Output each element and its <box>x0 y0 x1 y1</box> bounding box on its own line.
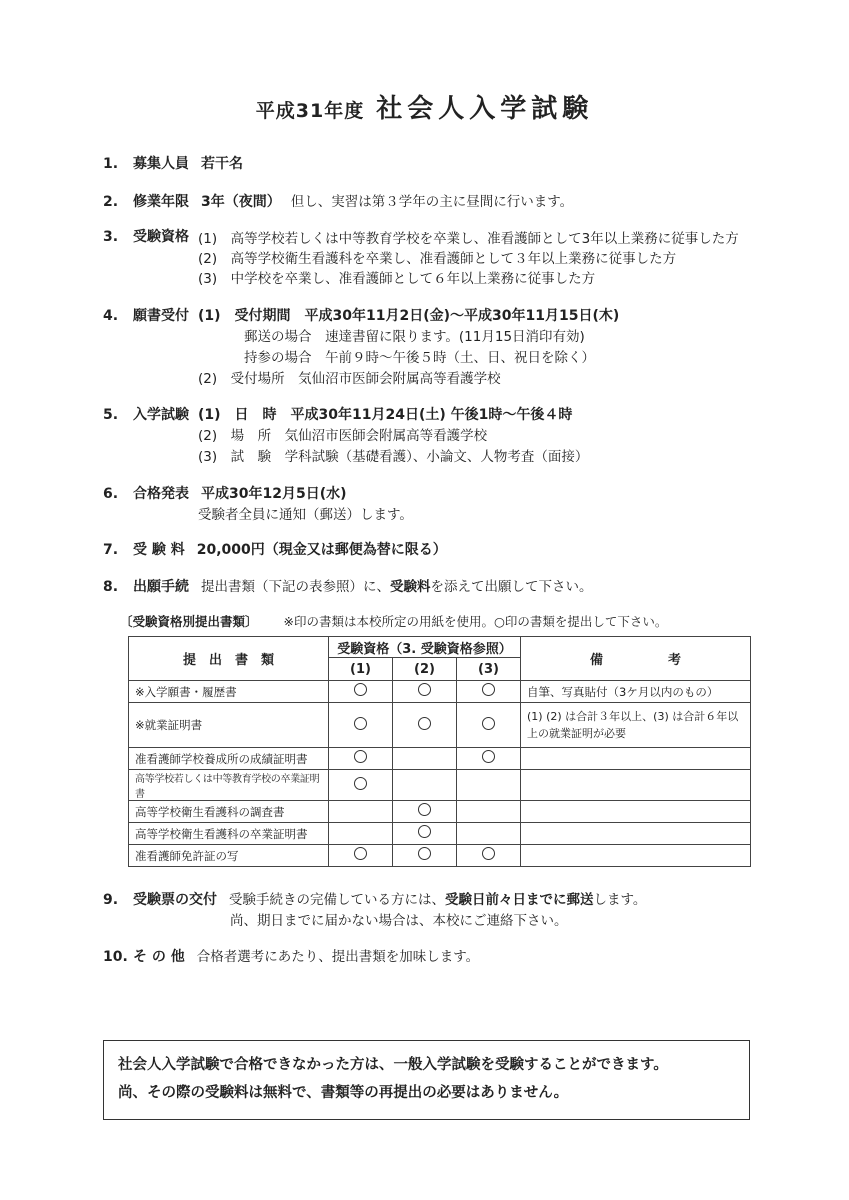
announcement-method: 受験者全員に通知（郵送）します。 <box>198 507 413 523</box>
header-q3: (3) <box>457 658 521 681</box>
doc-name: 准看護師免許証の写 <box>129 845 329 867</box>
circle-mark <box>482 750 495 763</box>
section-number: 10. <box>103 949 128 965</box>
q2-mark <box>393 703 457 748</box>
doc-name: 高等学校衛生看護科の卒業証明書 <box>129 823 329 845</box>
q2-mark <box>393 801 457 823</box>
section-4 <box>103 305 201 325</box>
title-main: 社会人入学試験 <box>376 94 594 124</box>
section-9 <box>103 888 646 909</box>
section-heading: 合格発表 <box>133 486 189 502</box>
qualification-1: (1) 高等学校若しくは中等教育学校を卒業し、准看護師として3年以上業務に従事した方 <box>198 231 739 247</box>
procedure-text-end: を添えて出願して下さい。 <box>430 579 593 595</box>
section-note: 但し、実習は第３学年の主に昼間に行います。 <box>290 194 574 210</box>
circle-mark <box>354 717 367 730</box>
circle-mark <box>418 683 431 696</box>
q1-mark <box>329 748 393 770</box>
circle-mark <box>418 825 431 838</box>
notice-box <box>103 1040 750 1120</box>
section-7 <box>103 539 447 559</box>
title-year: 平成31年度 <box>255 100 365 122</box>
exam-fee: 20,000円（現金又は郵便為替に限る） <box>196 542 447 558</box>
mail-application: 郵送の場合 速達書留に限ります。(11月15日消印有効) <box>244 329 585 345</box>
section-value: 若干名 <box>201 156 243 172</box>
table-row <box>129 801 751 823</box>
procedure-bold: 受験料 <box>390 579 431 595</box>
table-caption <box>120 612 667 630</box>
doc-name: 准看護師学校養成所の成績証明書 <box>129 748 329 770</box>
q1-mark <box>329 845 393 867</box>
section-number: 8. <box>103 579 119 595</box>
section-number: 1. <box>103 156 119 172</box>
section-8 <box>103 575 593 596</box>
section-number: 7. <box>103 542 119 558</box>
qualification-2: (2) 高等学校衛生看護科を卒業し、准看護師として３年以上業務に従事した方 <box>198 251 677 267</box>
table-row <box>129 770 751 801</box>
header-qualification: 受験資格（3. 受験資格参照） <box>329 637 521 658</box>
table-caption-label: 〔受験資格別提出書類〕 <box>120 614 258 629</box>
doc-name: ※就業証明書 <box>129 703 329 748</box>
section-heading: そ の 他 <box>133 949 185 965</box>
q3-mark <box>457 681 521 703</box>
q3-mark <box>457 823 521 845</box>
section-heading: 願書受付 <box>133 308 189 324</box>
header-q1: (1) <box>329 658 393 681</box>
section-heading: 受験資格 <box>133 229 189 245</box>
doc-name: 高等学校若しくは中等教育学校の卒業証明書 <box>129 770 329 801</box>
header-documents: 提 出 書 類 <box>129 637 329 681</box>
doc-name: ※入学願書・履歴書 <box>129 681 329 703</box>
q1-mark <box>329 770 393 801</box>
announcement-date: 平成30年12月5日(水) <box>201 486 347 502</box>
exam-subjects: (3) 試 験 学科試験（基礎看護）、小論文、人物考査（面接） <box>198 449 589 465</box>
qualification-3: (3) 中学校を卒業し、准看護師として６年以上業務に従事した方 <box>198 271 596 287</box>
notice-line-2: 尚、その際の受験料は無料で、書類等の再提出の必要はありません。 <box>118 1085 569 1101</box>
exam-datetime: (1) 日 時 平成30年11月24日(土) 午後1時～午後４時 <box>198 407 573 423</box>
q2-mark <box>393 748 457 770</box>
circle-mark <box>482 847 495 860</box>
application-location: (2) 受付場所 気仙沼市医師会附属高等看護学校 <box>198 371 501 387</box>
section-value: 3年（夜間） <box>201 194 281 210</box>
section-number: 3. <box>103 229 119 245</box>
q2-mark <box>393 770 457 801</box>
table-row <box>129 845 751 867</box>
doc-remarks: (1) (2) は合計３年以上、(3) は合計６年以上の就業証明が必要 <box>521 703 751 748</box>
doc-remarks <box>521 845 751 867</box>
circle-mark <box>418 847 431 860</box>
ticket-text: 受験手続きの完備している方には、 <box>229 892 445 908</box>
in-person-application: 持参の場合 午前９時～午後５時（土、日、祝日を除く） <box>244 350 595 366</box>
q2-mark <box>393 681 457 703</box>
table-caption-note: ※印の書類は本校所定の用紙を使用。○印の書類を提出して下さい。 <box>283 614 668 629</box>
doc-remarks <box>521 823 751 845</box>
q1-mark <box>329 703 393 748</box>
section-number: 2. <box>103 194 119 210</box>
section-heading: 募集人員 <box>133 156 189 172</box>
documents-table <box>128 636 751 867</box>
section-3 <box>103 226 201 246</box>
circle-mark <box>418 717 431 730</box>
q1-mark <box>329 801 393 823</box>
section-1 <box>103 153 243 173</box>
doc-remarks <box>521 770 751 801</box>
q3-mark <box>457 845 521 867</box>
section-heading: 入学試験 <box>133 407 189 423</box>
doc-remarks: 自筆、写真貼付（3ケ月以内のもの） <box>521 681 751 703</box>
circle-mark <box>482 683 495 696</box>
page-title <box>0 88 849 125</box>
ticket-contact: 尚、期日までに届かない場合は、本校にご連絡下さい。 <box>230 913 568 929</box>
q3-mark <box>457 801 521 823</box>
doc-remarks <box>521 748 751 770</box>
table-row <box>129 748 751 770</box>
notice-line-1: 社会人入学試験で合格できなかった方は、一般入学試験を受験することができます。 <box>118 1057 668 1073</box>
section-2 <box>103 190 573 211</box>
circle-mark <box>354 683 367 696</box>
header-remarks: 備 考 <box>521 637 751 681</box>
section-number: 9. <box>103 892 119 908</box>
q1-mark <box>329 823 393 845</box>
procedure-text: 提出書類（下記の表参照）に、 <box>201 579 390 595</box>
section-heading: 出願手続 <box>133 579 189 595</box>
circle-mark <box>418 803 431 816</box>
doc-remarks <box>521 801 751 823</box>
q3-mark <box>457 770 521 801</box>
table-row <box>129 823 751 845</box>
header-q2: (2) <box>393 658 457 681</box>
q1-mark <box>329 681 393 703</box>
section-heading: 受験票の交付 <box>133 892 217 908</box>
doc-name: 高等学校衛生看護科の調査書 <box>129 801 329 823</box>
section-heading: 受 験 料 <box>133 542 185 558</box>
exam-location: (2) 場 所 気仙沼市医師会附属高等看護学校 <box>198 428 488 444</box>
section-6 <box>103 483 347 503</box>
circle-mark <box>482 717 495 730</box>
section-number: 5. <box>103 407 119 423</box>
section-heading: 修業年限 <box>133 194 189 210</box>
section-number: 4. <box>103 308 119 324</box>
ticket-bold: 受験日前々日までに郵送 <box>445 892 594 908</box>
application-period: (1) 受付期間 平成30年11月2日(金)～平成30年11月15日(木) <box>198 308 620 324</box>
q3-mark <box>457 748 521 770</box>
other-text: 合格者選考にあたり、提出書類を加味します。 <box>196 949 480 965</box>
q2-mark <box>393 823 457 845</box>
table-row <box>129 703 751 748</box>
ticket-text-end: します。 <box>593 892 647 908</box>
table-row <box>129 681 751 703</box>
q3-mark <box>457 703 521 748</box>
section-5 <box>103 404 201 424</box>
section-10 <box>103 945 479 966</box>
circle-mark <box>354 750 367 763</box>
circle-mark <box>354 777 367 790</box>
section-number: 6. <box>103 486 119 502</box>
circle-mark <box>354 847 367 860</box>
q2-mark <box>393 845 457 867</box>
